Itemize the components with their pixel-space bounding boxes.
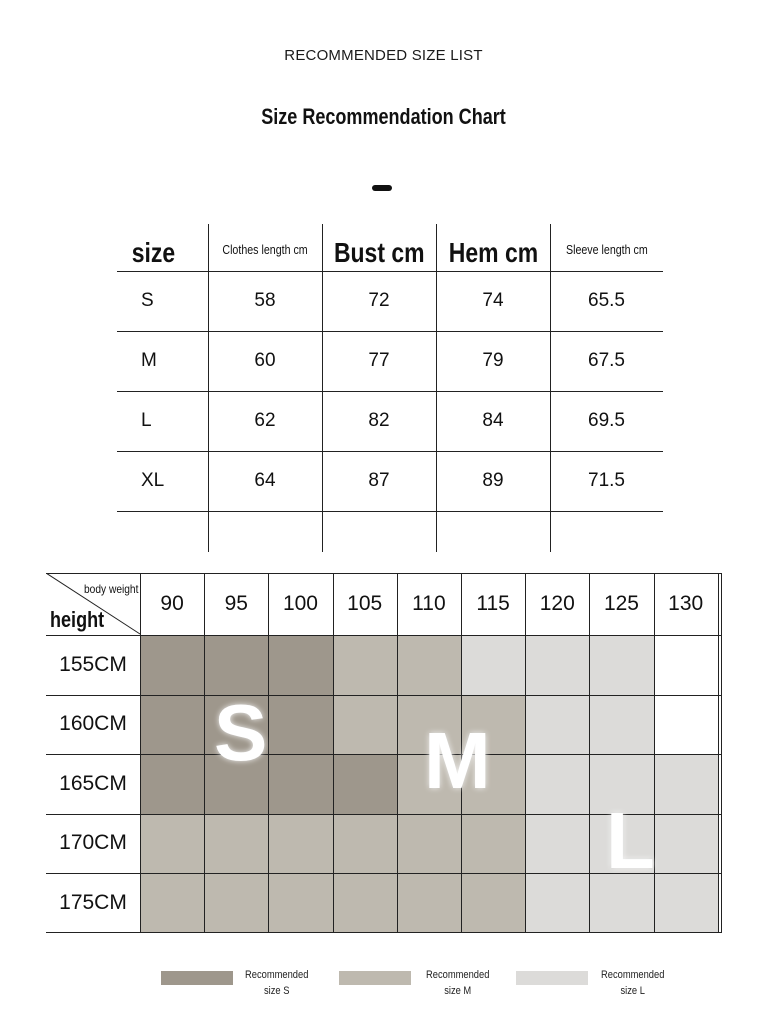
measurement-cell: 79	[482, 350, 504, 371]
weight-label: 125	[603, 592, 639, 615]
grid-row-line	[46, 932, 722, 933]
legend-label-line2: size L	[620, 985, 645, 997]
grid-column-line	[718, 573, 719, 933]
weight-label: 115	[476, 592, 510, 615]
grid-column-line	[721, 573, 722, 933]
grid-cell-l	[654, 873, 718, 933]
table-header-cell	[117, 224, 208, 271]
size-label-cell: XL	[141, 470, 165, 491]
grid-cell-empty	[654, 635, 718, 695]
grid-cell-l	[525, 754, 589, 814]
legend-label-line1: Recommended	[601, 969, 665, 981]
table-header-cell	[208, 224, 322, 271]
legend-swatch	[339, 971, 411, 985]
measurement-cell: 87	[368, 470, 390, 491]
weight-label: 100	[282, 592, 318, 615]
grid-cell-l	[525, 814, 589, 874]
measurement-cell: 74	[482, 290, 504, 311]
size-recommendation-grid	[46, 573, 722, 933]
measurement-cell: 60	[254, 350, 276, 371]
grid-cell-s	[268, 754, 332, 814]
table-header-label: Sleeve length cm	[565, 242, 648, 257]
grid-cell-l	[589, 695, 653, 755]
height-label: 160CM	[59, 712, 127, 736]
grid-cell-m	[268, 814, 332, 874]
height-label: 155CM	[59, 652, 127, 676]
corner-weight-label: body weight	[84, 582, 139, 596]
grid-cell-m	[397, 814, 461, 874]
region-letter-s: S	[214, 688, 268, 777]
weight-label: 110	[412, 592, 446, 615]
grid-cell-l	[525, 695, 589, 755]
grid-cell-s	[140, 635, 204, 695]
grid-cell-m	[461, 814, 525, 874]
grid-cell-s	[140, 695, 204, 755]
measurement-cell: 64	[254, 470, 276, 491]
size-label-cell	[117, 511, 208, 571]
measurement-cell: 72	[368, 290, 390, 311]
legend-label	[426, 967, 489, 999]
region-letter-l: L	[606, 796, 655, 885]
measurement-cell: 58	[254, 290, 276, 311]
legend-label	[245, 967, 308, 999]
measurement-cell: 67.5	[588, 350, 625, 371]
size-label-cell: L	[141, 410, 152, 431]
legend-label-line1: Recommended	[245, 969, 309, 981]
grid-cell-m	[333, 695, 397, 755]
grid-cell-m	[397, 873, 461, 933]
grid-cell-m	[461, 873, 525, 933]
legend-label-line2: size S	[263, 985, 290, 997]
table-header-label: Bust cm	[333, 237, 425, 268]
grid-cell-m	[204, 873, 268, 933]
table-header-cell	[322, 224, 436, 271]
grid-cell-l	[525, 873, 589, 933]
measurement-cell	[208, 511, 322, 571]
corner-height-label: height	[50, 607, 105, 632]
measurement-cell	[322, 511, 436, 571]
height-label: 170CM	[59, 831, 127, 855]
page-caption: RECOMMENDED SIZE LIST	[284, 47, 483, 64]
grid-cell-m	[397, 635, 461, 695]
grid-cell-s	[268, 695, 332, 755]
measurement-cell: 71.5	[588, 470, 625, 491]
table-header-cell	[436, 224, 550, 271]
grid-cell-s	[333, 754, 397, 814]
measurement-cell: 69.5	[588, 410, 625, 431]
weight-label: 90	[160, 592, 184, 615]
title-divider	[372, 185, 392, 191]
page-title: Size Recommendation Chart	[261, 104, 506, 129]
grid-row-line	[46, 695, 722, 696]
measurement-cell: 84	[482, 410, 504, 431]
weight-label: 120	[539, 592, 575, 615]
grid-cell-s	[204, 635, 268, 695]
measurement-cell: 89	[482, 470, 504, 491]
weight-label: 105	[347, 592, 383, 615]
size-label-cell: M	[141, 350, 157, 371]
measurement-cell: 65.5	[588, 290, 625, 311]
legend-label-line1: Recommended	[426, 969, 490, 981]
grid-cell-l	[525, 635, 589, 695]
measurement-cell: 82	[368, 410, 390, 431]
grid-row-line	[46, 635, 722, 636]
table-header-label: Clothes length cm	[222, 242, 308, 257]
height-label: 165CM	[59, 771, 127, 795]
grid-cell-s	[268, 635, 332, 695]
size-measurement-table	[117, 224, 663, 552]
measurement-cell: 77	[368, 350, 390, 371]
legend-swatch	[161, 971, 233, 985]
grid-cell-l	[589, 635, 653, 695]
measurement-cell	[436, 511, 550, 571]
weight-label: 95	[224, 592, 248, 615]
legend-swatch	[516, 971, 588, 985]
grid-cell-l	[654, 814, 718, 874]
grid-cell-m	[140, 814, 204, 874]
measurement-cell: 62	[254, 410, 276, 431]
grid-cell-empty	[654, 695, 718, 755]
height-label: 175CM	[59, 890, 127, 914]
weight-label: 130	[668, 592, 704, 615]
table-header-label: Hem cm	[448, 237, 538, 268]
grid-cell-m	[204, 814, 268, 874]
measurement-cell	[550, 511, 663, 571]
grid-cell-l	[461, 635, 525, 695]
grid-cell-m	[268, 873, 332, 933]
grid-row-line	[46, 754, 722, 755]
region-letter-m: M	[424, 716, 491, 805]
grid-cell-m	[333, 873, 397, 933]
grid-cell-m	[333, 814, 397, 874]
grid-cell-m	[140, 873, 204, 933]
table-header-cell	[550, 224, 663, 271]
legend-label	[601, 967, 664, 999]
grid-cell-l	[654, 754, 718, 814]
grid-cell-m	[333, 635, 397, 695]
table-header-label: size	[131, 237, 176, 268]
legend-label-line2: size M	[444, 985, 472, 997]
size-label-cell: S	[141, 290, 154, 311]
grid-cell-s	[140, 754, 204, 814]
